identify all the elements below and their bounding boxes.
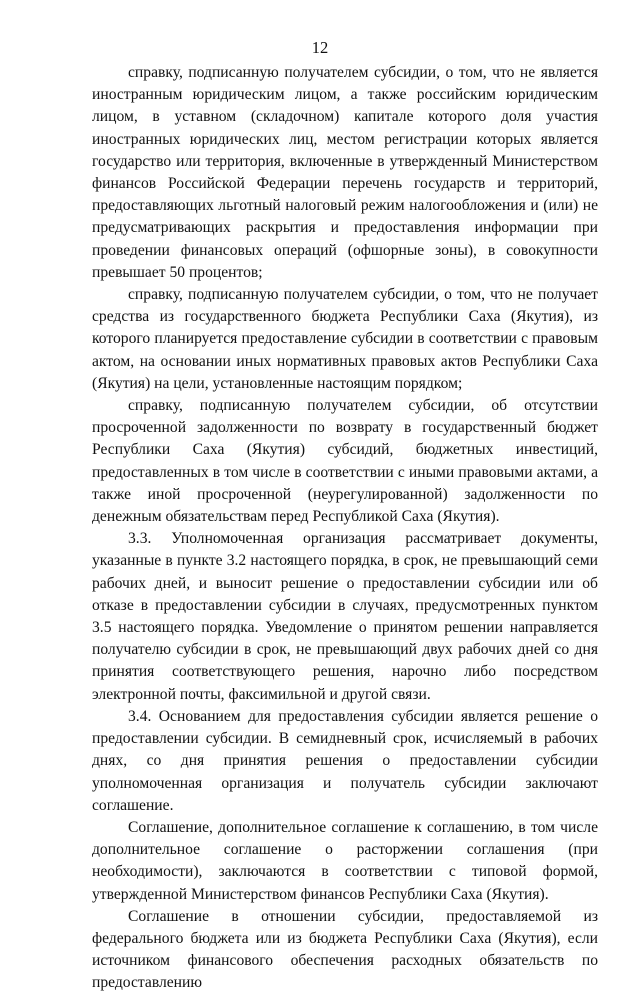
- page-number: 12: [311, 38, 329, 57]
- paragraph: справку, подписанную получателем субсидии, о том, что не получает средства из государственного бюджета Республики Саха (Якутия), из которого планируется предоставление субсидии в соответствии с правовым актом, на основании иных нормативных правовых актов Республики Саха (Якутия) на цели, установленные настоящим порядком;: [92, 286, 598, 392]
- paragraph: Соглашение в отношении субсидии, предоставляемой из федерального бюджета или из бюджета Республики Саха (Якутия), если источником финансового обеспечения расходных обязательств по предоставлению: [92, 907, 598, 992]
- paragraph: Соглашение, дополнительное соглашение к соглашению, в том числе дополнительное соглашение о расторжении соглашения (при необходимости), заключаются в соответствии с типовой формой, утвержденной Министерством финансов Республики Саха (Якутия).: [92, 818, 598, 903]
- paragraph: 3.3. Уполномоченная организация рассматривает документы, указанные в пункте 3.2 настоящего порядка, в срок, не превышающий семи рабочих дней, и выносит решение о предоставлении субсидии или об отказе в предоставлении субсидии в случаях, предусмотренных пунктом 3.5 настоящего порядка. Уведомление о принятом решении направляется получателю субсидии в срок, не превышающий двух рабочих дней со дня принятия соответствующего решения, нарочно либо посредством электронной почты, факсимильной и другой связи.: [92, 530, 598, 703]
- paragraph: 3.4. Основанием для предоставления субсидии является решение о предоставлении субсидии. В семидневный срок, исчисляемый в рабочих днях, со дня принятия решения о предоставлении субсидии уполномоченная организация и получатель субсидии заключают соглашение.: [92, 707, 598, 814]
- paragraph: справку, подписанную получателем субсидии, о том, что не является иностранным юридическим лицом, а также российским юридическим лицом, в уставном (складочном) капитале которого доля участия иностранных юридических лиц, местом регистрации которых является государство или территория, включенные в утвержденный Министерством финансов Российской Федерации перечень государств и территорий, предоставляющих льготный налоговый режим налогообложения и (или) не предусматривающих раскрытия и предоставления информации при проведении финансовых операций (офшорные зоны), в совокупности превышает 50 процентов;: [92, 64, 598, 281]
- paragraph: справку, подписанную получателем субсидии, об отсутствии просроченной задолженности по возврату в государственный бюджет Республики Саха (Якутия) субсидий, бюджетных инвестиций, предоставленных в том числе в соответствии с иными правовыми актами, а также иной просроченной (неурегулированной) задолженности по денежным обязательствам перед Республикой Саха (Якутия).: [92, 397, 598, 526]
- document-body: [92, 62, 598, 995]
